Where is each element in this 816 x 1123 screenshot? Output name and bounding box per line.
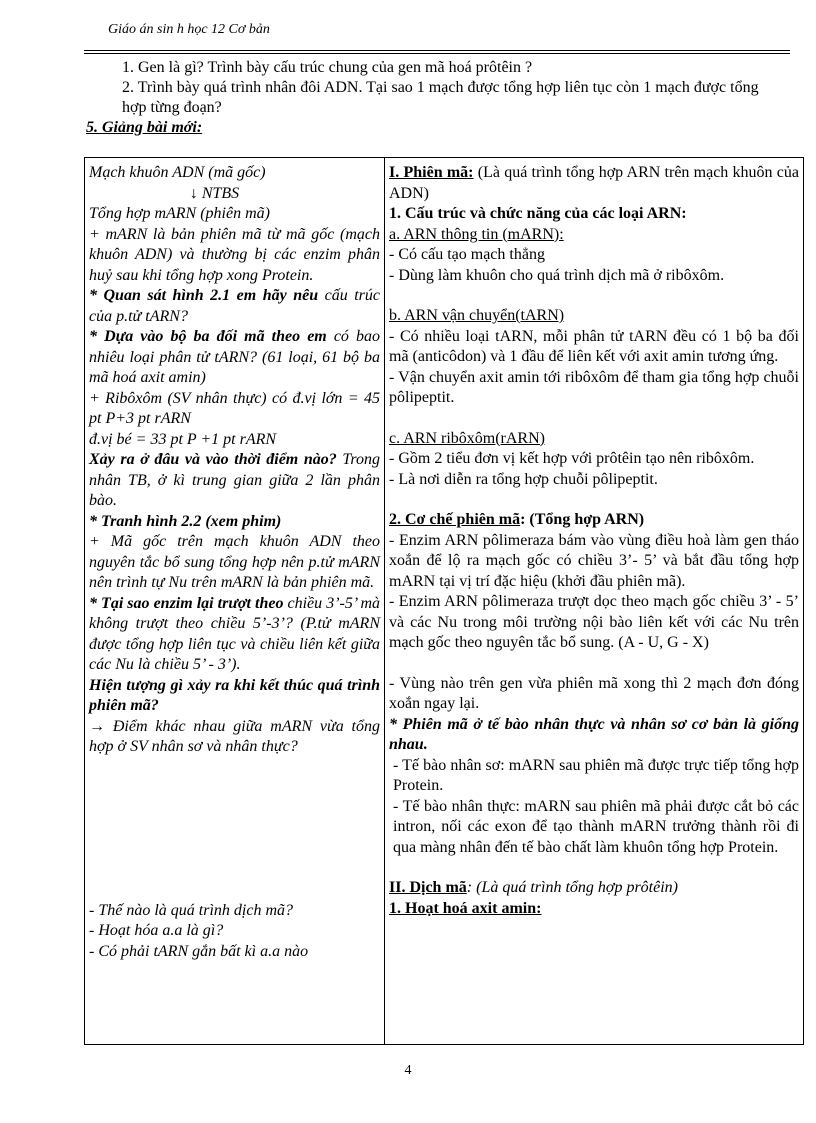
left-line: + mARN là bản phiên mã từ mã gốc (mạch khuôn ADN) và thường bị các enzim phân huỷ sau khi tổng hợp xong Protein. xyxy=(89,225,380,284)
right-line: - Tế bào nhân thực: mARN sau phiên mã phải được cắt bỏ các intron, nối các exon để tạo thành mARN trưởng thành rồi đi qua màng nhân đến tế bào chất làm khuôn tổng hợp Protein. xyxy=(393,797,799,856)
left-line: ↓ NTBS xyxy=(189,184,240,202)
content-column xyxy=(385,158,804,1045)
right-line: - Có nhiều loại tARN, mỗi phân tử tARN đều có 1 bộ ba đối mã (anticôdon) và 1 đầu để liên kết với axit amin tương ứng. xyxy=(389,327,799,365)
left-line: + Ribôxôm (SV nhân thực) có đ.vị lớn = 45 pt P+3 pt rARN xyxy=(89,389,380,427)
left-question: Hiện tượng gì xảy ra khi kết thúc quá trình phiên mã? xyxy=(89,676,380,714)
right-subheading: b. ARN vận chuyển(tARN) xyxy=(389,307,565,324)
right-line: - Có cấu tạo mạch thẳng xyxy=(389,246,545,263)
right-line: - Gồm 2 tiểu đơn vị kết hợp với prôtêin tạo nên ribôxôm. xyxy=(389,450,755,467)
left-question: * Tranh hình 2.2 (xem phim) xyxy=(89,512,282,530)
right-line: - Vùng nào trên gen vừa phiên mã xong thì 2 mạch đơn đóng xoắn ngay lại. xyxy=(389,674,799,712)
header-rule xyxy=(84,50,790,51)
right-heading: I. Phiên mã: (Là quá trình tổng hợp ARN trên mạch khuôn của ADN) xyxy=(389,164,800,202)
left-line: → Điểm khác nhau giữa mARN vừa tổng hợp ở SV nhân sơ và nhân thực? xyxy=(89,717,380,755)
left-line: Tổng hợp mARN (phiên mã) xyxy=(89,205,270,222)
right-heading: II. Dịch mã: (Là quá trình tổng hợp prôtêin) xyxy=(389,879,678,896)
left-line: - Thế nào là quá trình dịch mã? xyxy=(89,901,293,919)
right-line: - Dùng làm khuôn cho quá trình dịch mã ở ribôxôm. xyxy=(389,266,725,284)
intro-block xyxy=(86,58,778,138)
question-2: 2. Trình bày quá trình nhân đôi ADN. Tại sao 1 mạch được tổng hợp liên tục còn 1 mạch được tổng hợp từng đoạn? xyxy=(122,79,759,116)
left-question: Xảy ra ở đâu và vào thời điểm nào? Trong nhân TB, ở kì trung gian giữa 2 lần phân bào. xyxy=(89,451,380,509)
teacher-activities-column xyxy=(85,158,385,1045)
right-subheading: a. ARN thông tin (mARN): xyxy=(389,225,564,243)
page-header-title: Giáo án sin h học 12 Cơ bản xyxy=(108,22,270,37)
right-subheading: c. ARN ribôxôm(rARN) xyxy=(389,429,545,447)
lesson-table xyxy=(84,157,804,1045)
right-line: - Là nơi diễn ra tổng hợp chuỗi pôlipeptit. xyxy=(389,470,658,488)
header-rule-thin xyxy=(84,53,790,54)
right-line: - Enzim ARN pôlimeraza trượt dọc theo mạch gốc chiều 3’ - 5’ và các Nu trong môi trường nội bào liên kết với các Nu trên mạch gốc theo nguyên tắc bổ sung. (A - U, G - X) xyxy=(389,593,799,651)
page-number: 4 xyxy=(404,1063,412,1078)
right-note: * Phiên mã ở tế bào nhân thực và nhân sơ cơ bản là giống nhau. xyxy=(389,715,799,753)
right-line: - Vận chuyển axit amin tới ribôxôm để tham gia tổng hợp chuỗi pôlipeptit. xyxy=(389,368,799,406)
section-5-heading: 5. Giảng bài mới: xyxy=(86,119,203,136)
left-question: * Quan sát hình 2.1 em hãy nêu cấu trúc của p.tử tARN? xyxy=(89,287,381,325)
left-line: - Hoạt hóa a.a là gì? xyxy=(89,922,224,939)
right-line: - Tế bào nhân sơ: mARN sau phiên mã được trực tiếp tổng hợp Protein. xyxy=(393,756,799,794)
left-line: + Mã gốc trên mạch khuôn ADN theo nguyên tắc bổ sung tổng hợp nên p.tử mARN nên trình tự Nu trên mARN là bản phiên mã. xyxy=(89,533,380,591)
left-line: Mạch khuôn ADN (mã gốc) xyxy=(89,164,266,181)
right-heading: 2. Cơ chế phiên mã: (Tổng hợp ARN) xyxy=(389,511,645,528)
left-line: đ.vị bé = 33 pt P +1 pt rARN xyxy=(89,430,277,448)
left-line: - Có phải tARN gắn bất kì a.a nào xyxy=(89,942,309,960)
right-heading: 1. Hoạt hoá axit amin: xyxy=(389,899,542,917)
right-line: - Enzim ARN pôlimeraza bám vào vùng điều hoà làm gen tháo xoắn để lộ ra mạch gốc có chiều 3’- 5’ và bắt đầu tổng hợp mARN tại vị trí đặc hiệu (khởi đầu phiên mã). xyxy=(389,531,799,590)
right-heading: 1. Cấu trúc và chức năng của các loại ARN: xyxy=(389,205,687,222)
left-question: * Tại sao enzim lại trượt theo chiều 3’-5’ mà không trượt theo chiều 5’-3’? (P.tử mARN được tổng hợp liên tục và chiều liên kết giữa các Nu là chiều 5’ - 3’). xyxy=(89,594,380,673)
left-question: * Dựa vào bộ ba đối mã theo em có bao nhiêu loại phân tử tARN? (61 loại, 61 bộ ba mã hoá axit amin) xyxy=(89,328,381,386)
question-1: 1. Gen là gì? Trình bày cấu trúc chung của gen mã hoá prôtêin ? xyxy=(122,59,533,76)
